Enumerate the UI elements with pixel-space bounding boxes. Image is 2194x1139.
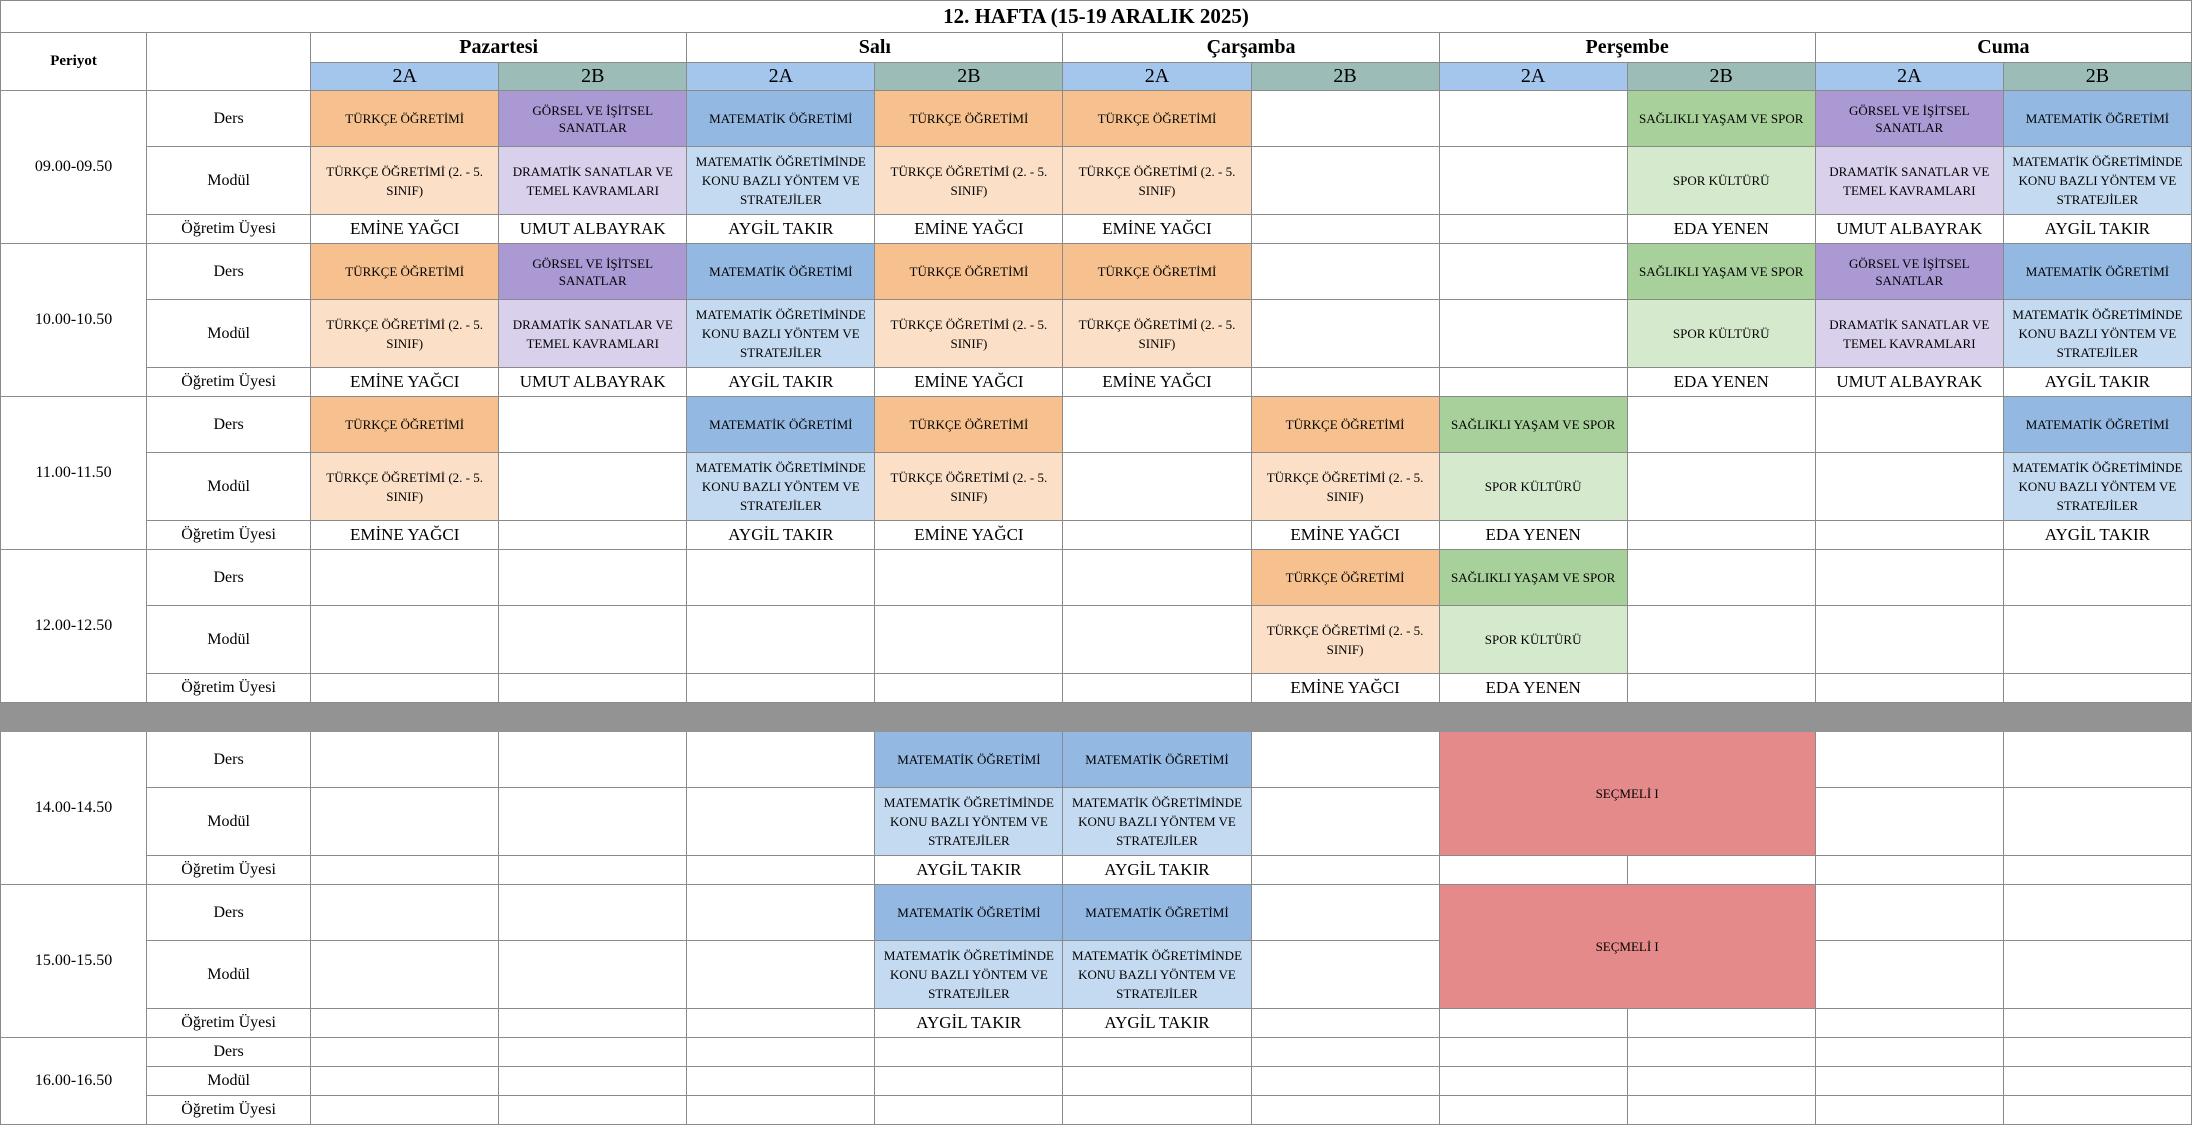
empty-cell [1063, 1096, 1251, 1125]
turkce-ders-cell: TÜRKÇE ÖĞRETİMİ [1063, 244, 1251, 300]
empty-cell [2003, 674, 2191, 703]
matematik-ders-cell: MATEMATİK ÖĞRETİMİ [687, 244, 875, 300]
empty-cell [687, 732, 875, 788]
empty-cell [499, 856, 687, 885]
empty-cell [1627, 856, 1815, 885]
empty-cell [2003, 885, 2191, 941]
turkce-ders-cell: TÜRKÇE ÖĞRETİMİ [875, 397, 1063, 453]
turkce-ders-cell: TÜRKÇE ÖĞRETİMİ [311, 397, 499, 453]
saglikli-ders-cell: SAĞLIKLI YAŞAM VE SPOR [1627, 244, 1815, 300]
period-time: 12.00-12.50 [1, 550, 147, 703]
gorsel-ders-cell: GÖRSEL VE İŞİTSEL SANATLAR [499, 91, 687, 147]
empty-cell [1063, 1038, 1251, 1067]
empty-cell [1815, 1067, 2003, 1096]
turkce-ders-cell: TÜRKÇE ÖĞRETİMİ [1251, 550, 1439, 606]
empty-cell [499, 606, 687, 674]
empty-cell [1251, 300, 1439, 368]
matematik-ders-cell: MATEMATİK ÖĞRETİMİ [687, 91, 875, 147]
saglikli-ders-cell: SAĞLIKLI YAŞAM VE SPOR [1439, 397, 1627, 453]
empty-cell [1063, 674, 1251, 703]
empty-cell [2003, 1038, 2191, 1067]
row-label-uye: Öğretim Üyesi [147, 674, 311, 703]
empty-cell [2003, 1096, 2191, 1125]
matematik-ders-cell: MATEMATİK ÖĞRETİMİ [2003, 244, 2191, 300]
row-label-ders: Ders [147, 885, 311, 941]
corner-cell [147, 33, 311, 91]
empty-cell [687, 1096, 875, 1125]
page-title: 12. HAFTA (15-19 ARALIK 2025) [1, 1, 2192, 33]
empty-cell [1063, 453, 1251, 521]
day-header-persembe: Perşembe [1439, 33, 1815, 63]
empty-cell [499, 1038, 687, 1067]
matematik-uye-cell: AYGİL TAKIR [875, 1009, 1063, 1038]
empty-cell [687, 1067, 875, 1096]
empty-cell [1439, 1096, 1627, 1125]
turkce-modul-cell: TÜRKÇE ÖĞRETİMİ (2. - 5. SINIF) [1251, 606, 1439, 674]
class-header-2b: 2B [1251, 63, 1439, 91]
empty-cell [1251, 732, 1439, 788]
empty-cell [875, 1067, 1063, 1096]
turkce-modul-cell: TÜRKÇE ÖĞRETİMİ (2. - 5. SINIF) [311, 453, 499, 521]
class-header-2b: 2B [499, 63, 687, 91]
row-label-ders: Ders [147, 732, 311, 788]
empty-cell [499, 550, 687, 606]
empty-cell [311, 1009, 499, 1038]
period-time: 16.00-16.50 [1, 1038, 147, 1125]
empty-cell [1439, 244, 1627, 300]
empty-cell [1627, 1038, 1815, 1067]
empty-cell [1251, 941, 1439, 1009]
turkce-uye-cell: EMİNE YAĞCI [311, 368, 499, 397]
empty-cell [499, 1096, 687, 1125]
matematik-modul-cell: MATEMATİK ÖĞRETİMİNDE KONU BAZLI YÖNTEM VE STRATEJİLER [687, 147, 875, 215]
row-label-ders: Ders [147, 91, 311, 147]
turkce-uye-cell: EMİNE YAĞCI [1251, 674, 1439, 703]
empty-cell [1251, 788, 1439, 856]
empty-cell [1251, 147, 1439, 215]
empty-cell [1815, 550, 2003, 606]
gorsel-modul-cell: DRAMATİK SANATLAR VE TEMEL KAVRAMLARI [1815, 300, 2003, 368]
class-header-2a: 2A [1439, 63, 1627, 91]
turkce-modul-cell: TÜRKÇE ÖĞRETİMİ (2. - 5. SINIF) [311, 300, 499, 368]
turkce-ders-cell: TÜRKÇE ÖĞRETİMİ [875, 91, 1063, 147]
empty-cell [1251, 91, 1439, 147]
class-header-2b: 2B [1627, 63, 1815, 91]
row-label-ders: Ders [147, 244, 311, 300]
empty-cell [311, 885, 499, 941]
empty-cell [311, 1096, 499, 1125]
turkce-modul-cell: TÜRKÇE ÖĞRETİMİ (2. - 5. SINIF) [1063, 300, 1251, 368]
empty-cell [311, 788, 499, 856]
empty-cell [1439, 1038, 1627, 1067]
empty-cell [1627, 1009, 1815, 1038]
saglikli-modul-cell: SPOR KÜLTÜRÜ [1439, 606, 1627, 674]
period-time: 11.00-11.50 [1, 397, 147, 550]
period-time: 15.00-15.50 [1, 885, 147, 1038]
empty-cell [1063, 397, 1251, 453]
row-label-modul: Modül [147, 453, 311, 521]
empty-cell [2003, 550, 2191, 606]
row-label-ders: Ders [147, 397, 311, 453]
empty-cell [687, 674, 875, 703]
empty-cell [1439, 147, 1627, 215]
empty-cell [687, 1038, 875, 1067]
class-header-2a: 2A [687, 63, 875, 91]
periyot-header: Periyot [1, 33, 147, 91]
turkce-uye-cell: EMİNE YAĞCI [311, 521, 499, 550]
empty-cell [1627, 453, 1815, 521]
empty-cell [875, 1096, 1063, 1125]
saglikli-uye-cell: EDA YENEN [1627, 368, 1815, 397]
turkce-uye-cell: EMİNE YAĞCI [1251, 521, 1439, 550]
empty-cell [1439, 1009, 1627, 1038]
empty-cell [499, 674, 687, 703]
empty-cell [311, 856, 499, 885]
gorsel-uye-cell: UMUT ALBAYRAK [1815, 368, 2003, 397]
turkce-ders-cell: TÜRKÇE ÖĞRETİMİ [1251, 397, 1439, 453]
turkce-ders-cell: TÜRKÇE ÖĞRETİMİ [1063, 91, 1251, 147]
saglikli-modul-cell: SPOR KÜLTÜRÜ [1627, 147, 1815, 215]
matematik-ders-cell: MATEMATİK ÖĞRETİMİ [2003, 397, 2191, 453]
matematik-ders-cell: MATEMATİK ÖĞRETİMİ [875, 885, 1063, 941]
turkce-uye-cell: EMİNE YAĞCI [875, 368, 1063, 397]
row-label-modul: Modül [147, 606, 311, 674]
matematik-modul-cell: MATEMATİK ÖĞRETİMİNDE KONU BAZLI YÖNTEM VE STRATEJİLER [687, 453, 875, 521]
empty-cell [499, 453, 687, 521]
gorsel-modul-cell: DRAMATİK SANATLAR VE TEMEL KAVRAMLARI [499, 147, 687, 215]
matematik-uye-cell: AYGİL TAKIR [687, 215, 875, 244]
saglikli-uye-cell: EDA YENEN [1627, 215, 1815, 244]
empty-cell [2003, 1009, 2191, 1038]
gorsel-modul-cell: DRAMATİK SANATLAR VE TEMEL KAVRAMLARI [1815, 147, 2003, 215]
empty-cell [499, 941, 687, 1009]
turkce-modul-cell: TÜRKÇE ÖĞRETİMİ (2. - 5. SINIF) [875, 300, 1063, 368]
saglikli-ders-cell: SAĞLIKLI YAŞAM VE SPOR [1627, 91, 1815, 147]
saglikli-modul-cell: SPOR KÜLTÜRÜ [1439, 453, 1627, 521]
matematik-modul-cell: MATEMATİK ÖĞRETİMİNDE KONU BAZLI YÖNTEM VE STRATEJİLER [2003, 300, 2191, 368]
turkce-modul-cell: TÜRKÇE ÖĞRETİMİ (2. - 5. SINIF) [311, 147, 499, 215]
empty-cell [1815, 674, 2003, 703]
empty-cell [1063, 521, 1251, 550]
turkce-uye-cell: EMİNE YAĞCI [1063, 215, 1251, 244]
matematik-modul-cell: MATEMATİK ÖĞRETİMİNDE KONU BAZLI YÖNTEM VE STRATEJİLER [875, 788, 1063, 856]
row-label-uye: Öğretim Üyesi [147, 856, 311, 885]
elective-cell: SEÇMELİ I [1439, 732, 1815, 856]
matematik-modul-cell: MATEMATİK ÖĞRETİMİNDE KONU BAZLI YÖNTEM VE STRATEJİLER [875, 941, 1063, 1009]
day-header-sali: Salı [687, 33, 1063, 63]
empty-cell [1815, 1038, 2003, 1067]
empty-cell [1815, 397, 2003, 453]
empty-cell [1439, 300, 1627, 368]
turkce-modul-cell: TÜRKÇE ÖĞRETİMİ (2. - 5. SINIF) [875, 453, 1063, 521]
matematik-modul-cell: MATEMATİK ÖĞRETİMİNDE KONU BAZLI YÖNTEM VE STRATEJİLER [1063, 941, 1251, 1009]
empty-cell [875, 606, 1063, 674]
empty-cell [1627, 606, 1815, 674]
turkce-uye-cell: EMİNE YAĞCI [311, 215, 499, 244]
saglikli-ders-cell: SAĞLIKLI YAŞAM VE SPOR [1439, 550, 1627, 606]
empty-cell [1815, 1009, 2003, 1038]
empty-cell [2003, 941, 2191, 1009]
row-label-modul: Modül [147, 1067, 311, 1096]
class-header-2a: 2A [1815, 63, 2003, 91]
matematik-uye-cell: AYGİL TAKIR [2003, 521, 2191, 550]
empty-cell [1063, 606, 1251, 674]
saglikli-uye-cell: EDA YENEN [1439, 674, 1627, 703]
saglikli-uye-cell: EDA YENEN [1439, 521, 1627, 550]
empty-cell [1251, 885, 1439, 941]
turkce-modul-cell: TÜRKÇE ÖĞRETİMİ (2. - 5. SINIF) [1063, 147, 1251, 215]
empty-cell [1439, 215, 1627, 244]
matematik-ders-cell: MATEMATİK ÖĞRETİMİ [875, 732, 1063, 788]
row-label-ders: Ders [147, 1038, 311, 1067]
empty-cell [687, 856, 875, 885]
empty-cell [1063, 550, 1251, 606]
empty-cell [1815, 521, 2003, 550]
gorsel-uye-cell: UMUT ALBAYRAK [499, 368, 687, 397]
turkce-modul-cell: TÜRKÇE ÖĞRETİMİ (2. - 5. SINIF) [875, 147, 1063, 215]
matematik-uye-cell: AYGİL TAKIR [1063, 1009, 1251, 1038]
period-time: 14.00-14.50 [1, 732, 147, 885]
matematik-uye-cell: AYGİL TAKIR [875, 856, 1063, 885]
empty-cell [687, 885, 875, 941]
empty-cell [1627, 521, 1815, 550]
empty-cell [311, 674, 499, 703]
row-label-uye: Öğretim Üyesi [147, 215, 311, 244]
row-label-ders: Ders [147, 550, 311, 606]
matematik-ders-cell: MATEMATİK ÖĞRETİMİ [1063, 732, 1251, 788]
matematik-uye-cell: AYGİL TAKIR [2003, 215, 2191, 244]
empty-cell [1063, 1067, 1251, 1096]
empty-cell [1439, 91, 1627, 147]
row-label-uye: Öğretim Üyesi [147, 1096, 311, 1125]
empty-cell [687, 550, 875, 606]
turkce-ders-cell: TÜRKÇE ÖĞRETİMİ [311, 244, 499, 300]
empty-cell [1815, 941, 2003, 1009]
empty-cell [1815, 1096, 2003, 1125]
matematik-ders-cell: MATEMATİK ÖĞRETİMİ [1063, 885, 1251, 941]
matematik-uye-cell: AYGİL TAKIR [2003, 368, 2191, 397]
empty-cell [2003, 732, 2191, 788]
row-label-uye: Öğretim Üyesi [147, 521, 311, 550]
empty-cell [1627, 1067, 1815, 1096]
empty-cell [1627, 1096, 1815, 1125]
row-label-modul: Modül [147, 788, 311, 856]
matematik-uye-cell: AYGİL TAKIR [687, 368, 875, 397]
period-time: 10.00-10.50 [1, 244, 147, 397]
matematik-modul-cell: MATEMATİK ÖĞRETİMİNDE KONU BAZLI YÖNTEM VE STRATEJİLER [1063, 788, 1251, 856]
class-header-2b: 2B [875, 63, 1063, 91]
empty-cell [687, 606, 875, 674]
empty-cell [1627, 674, 1815, 703]
empty-cell [311, 1038, 499, 1067]
empty-cell [2003, 606, 2191, 674]
empty-cell [875, 1038, 1063, 1067]
empty-cell [1251, 1096, 1439, 1125]
empty-cell [499, 732, 687, 788]
row-label-modul: Modül [147, 147, 311, 215]
matematik-ders-cell: MATEMATİK ÖĞRETİMİ [687, 397, 875, 453]
empty-cell [1251, 1038, 1439, 1067]
turkce-modul-cell: TÜRKÇE ÖĞRETİMİ (2. - 5. SINIF) [1251, 453, 1439, 521]
row-label-uye: Öğretim Üyesi [147, 368, 311, 397]
class-header-2b: 2B [2003, 63, 2191, 91]
gorsel-ders-cell: GÖRSEL VE İŞİTSEL SANATLAR [1815, 244, 2003, 300]
empty-cell [1439, 856, 1627, 885]
row-label-modul: Modül [147, 300, 311, 368]
empty-cell [1627, 397, 1815, 453]
gorsel-uye-cell: UMUT ALBAYRAK [499, 215, 687, 244]
turkce-uye-cell: EMİNE YAĞCI [1063, 368, 1251, 397]
empty-cell [875, 550, 1063, 606]
matematik-modul-cell: MATEMATİK ÖĞRETİMİNDE KONU BAZLI YÖNTEM VE STRATEJİLER [2003, 453, 2191, 521]
empty-cell [1815, 453, 2003, 521]
empty-cell [875, 674, 1063, 703]
empty-cell [311, 550, 499, 606]
turkce-ders-cell: TÜRKÇE ÖĞRETİMİ [311, 91, 499, 147]
empty-cell [687, 1009, 875, 1038]
empty-cell [1815, 788, 2003, 856]
empty-cell [499, 885, 687, 941]
turkce-uye-cell: EMİNE YAĞCI [875, 521, 1063, 550]
empty-cell [1815, 885, 2003, 941]
lunch-break-divider [1, 703, 2192, 732]
row-label-uye: Öğretim Üyesi [147, 1009, 311, 1038]
matematik-ders-cell: MATEMATİK ÖĞRETİMİ [2003, 91, 2191, 147]
day-header-pazartesi: Pazartesi [311, 33, 687, 63]
day-header-carsamba: Çarşamba [1063, 33, 1439, 63]
elective-cell: SEÇMELİ I [1439, 885, 1815, 1009]
saglikli-modul-cell: SPOR KÜLTÜRÜ [1627, 300, 1815, 368]
empty-cell [687, 941, 875, 1009]
empty-cell [311, 606, 499, 674]
row-label-modul: Modül [147, 941, 311, 1009]
day-header-cuma: Cuma [1815, 33, 2191, 63]
gorsel-ders-cell: GÖRSEL VE İŞİTSEL SANATLAR [1815, 91, 2003, 147]
empty-cell [1251, 1067, 1439, 1096]
class-header-2a: 2A [311, 63, 499, 91]
empty-cell [1627, 550, 1815, 606]
gorsel-uye-cell: UMUT ALBAYRAK [1815, 215, 2003, 244]
matematik-uye-cell: AYGİL TAKIR [1063, 856, 1251, 885]
empty-cell [499, 1067, 687, 1096]
empty-cell [499, 788, 687, 856]
empty-cell [311, 941, 499, 1009]
turkce-uye-cell: EMİNE YAĞCI [875, 215, 1063, 244]
empty-cell [2003, 856, 2191, 885]
empty-cell [1815, 732, 2003, 788]
empty-cell [1251, 368, 1439, 397]
empty-cell [1251, 244, 1439, 300]
gorsel-ders-cell: GÖRSEL VE İŞİTSEL SANATLAR [499, 244, 687, 300]
empty-cell [1439, 1067, 1627, 1096]
matematik-modul-cell: MATEMATİK ÖĞRETİMİNDE KONU BAZLI YÖNTEM VE STRATEJİLER [2003, 147, 2191, 215]
matematik-modul-cell: MATEMATİK ÖĞRETİMİNDE KONU BAZLI YÖNTEM VE STRATEJİLER [687, 300, 875, 368]
empty-cell [1439, 368, 1627, 397]
empty-cell [2003, 788, 2191, 856]
empty-cell [687, 788, 875, 856]
empty-cell [499, 521, 687, 550]
empty-cell [1251, 215, 1439, 244]
period-time: 09.00-09.50 [1, 91, 147, 244]
gorsel-modul-cell: DRAMATİK SANATLAR VE TEMEL KAVRAMLARI [499, 300, 687, 368]
empty-cell [311, 732, 499, 788]
empty-cell [1251, 856, 1439, 885]
empty-cell [499, 397, 687, 453]
empty-cell [2003, 1067, 2191, 1096]
class-header-2a: 2A [1063, 63, 1251, 91]
empty-cell [1251, 1009, 1439, 1038]
empty-cell [1815, 856, 2003, 885]
empty-cell [1815, 606, 2003, 674]
empty-cell [311, 1067, 499, 1096]
turkce-ders-cell: TÜRKÇE ÖĞRETİMİ [875, 244, 1063, 300]
matematik-uye-cell: AYGİL TAKIR [687, 521, 875, 550]
empty-cell [499, 1009, 687, 1038]
